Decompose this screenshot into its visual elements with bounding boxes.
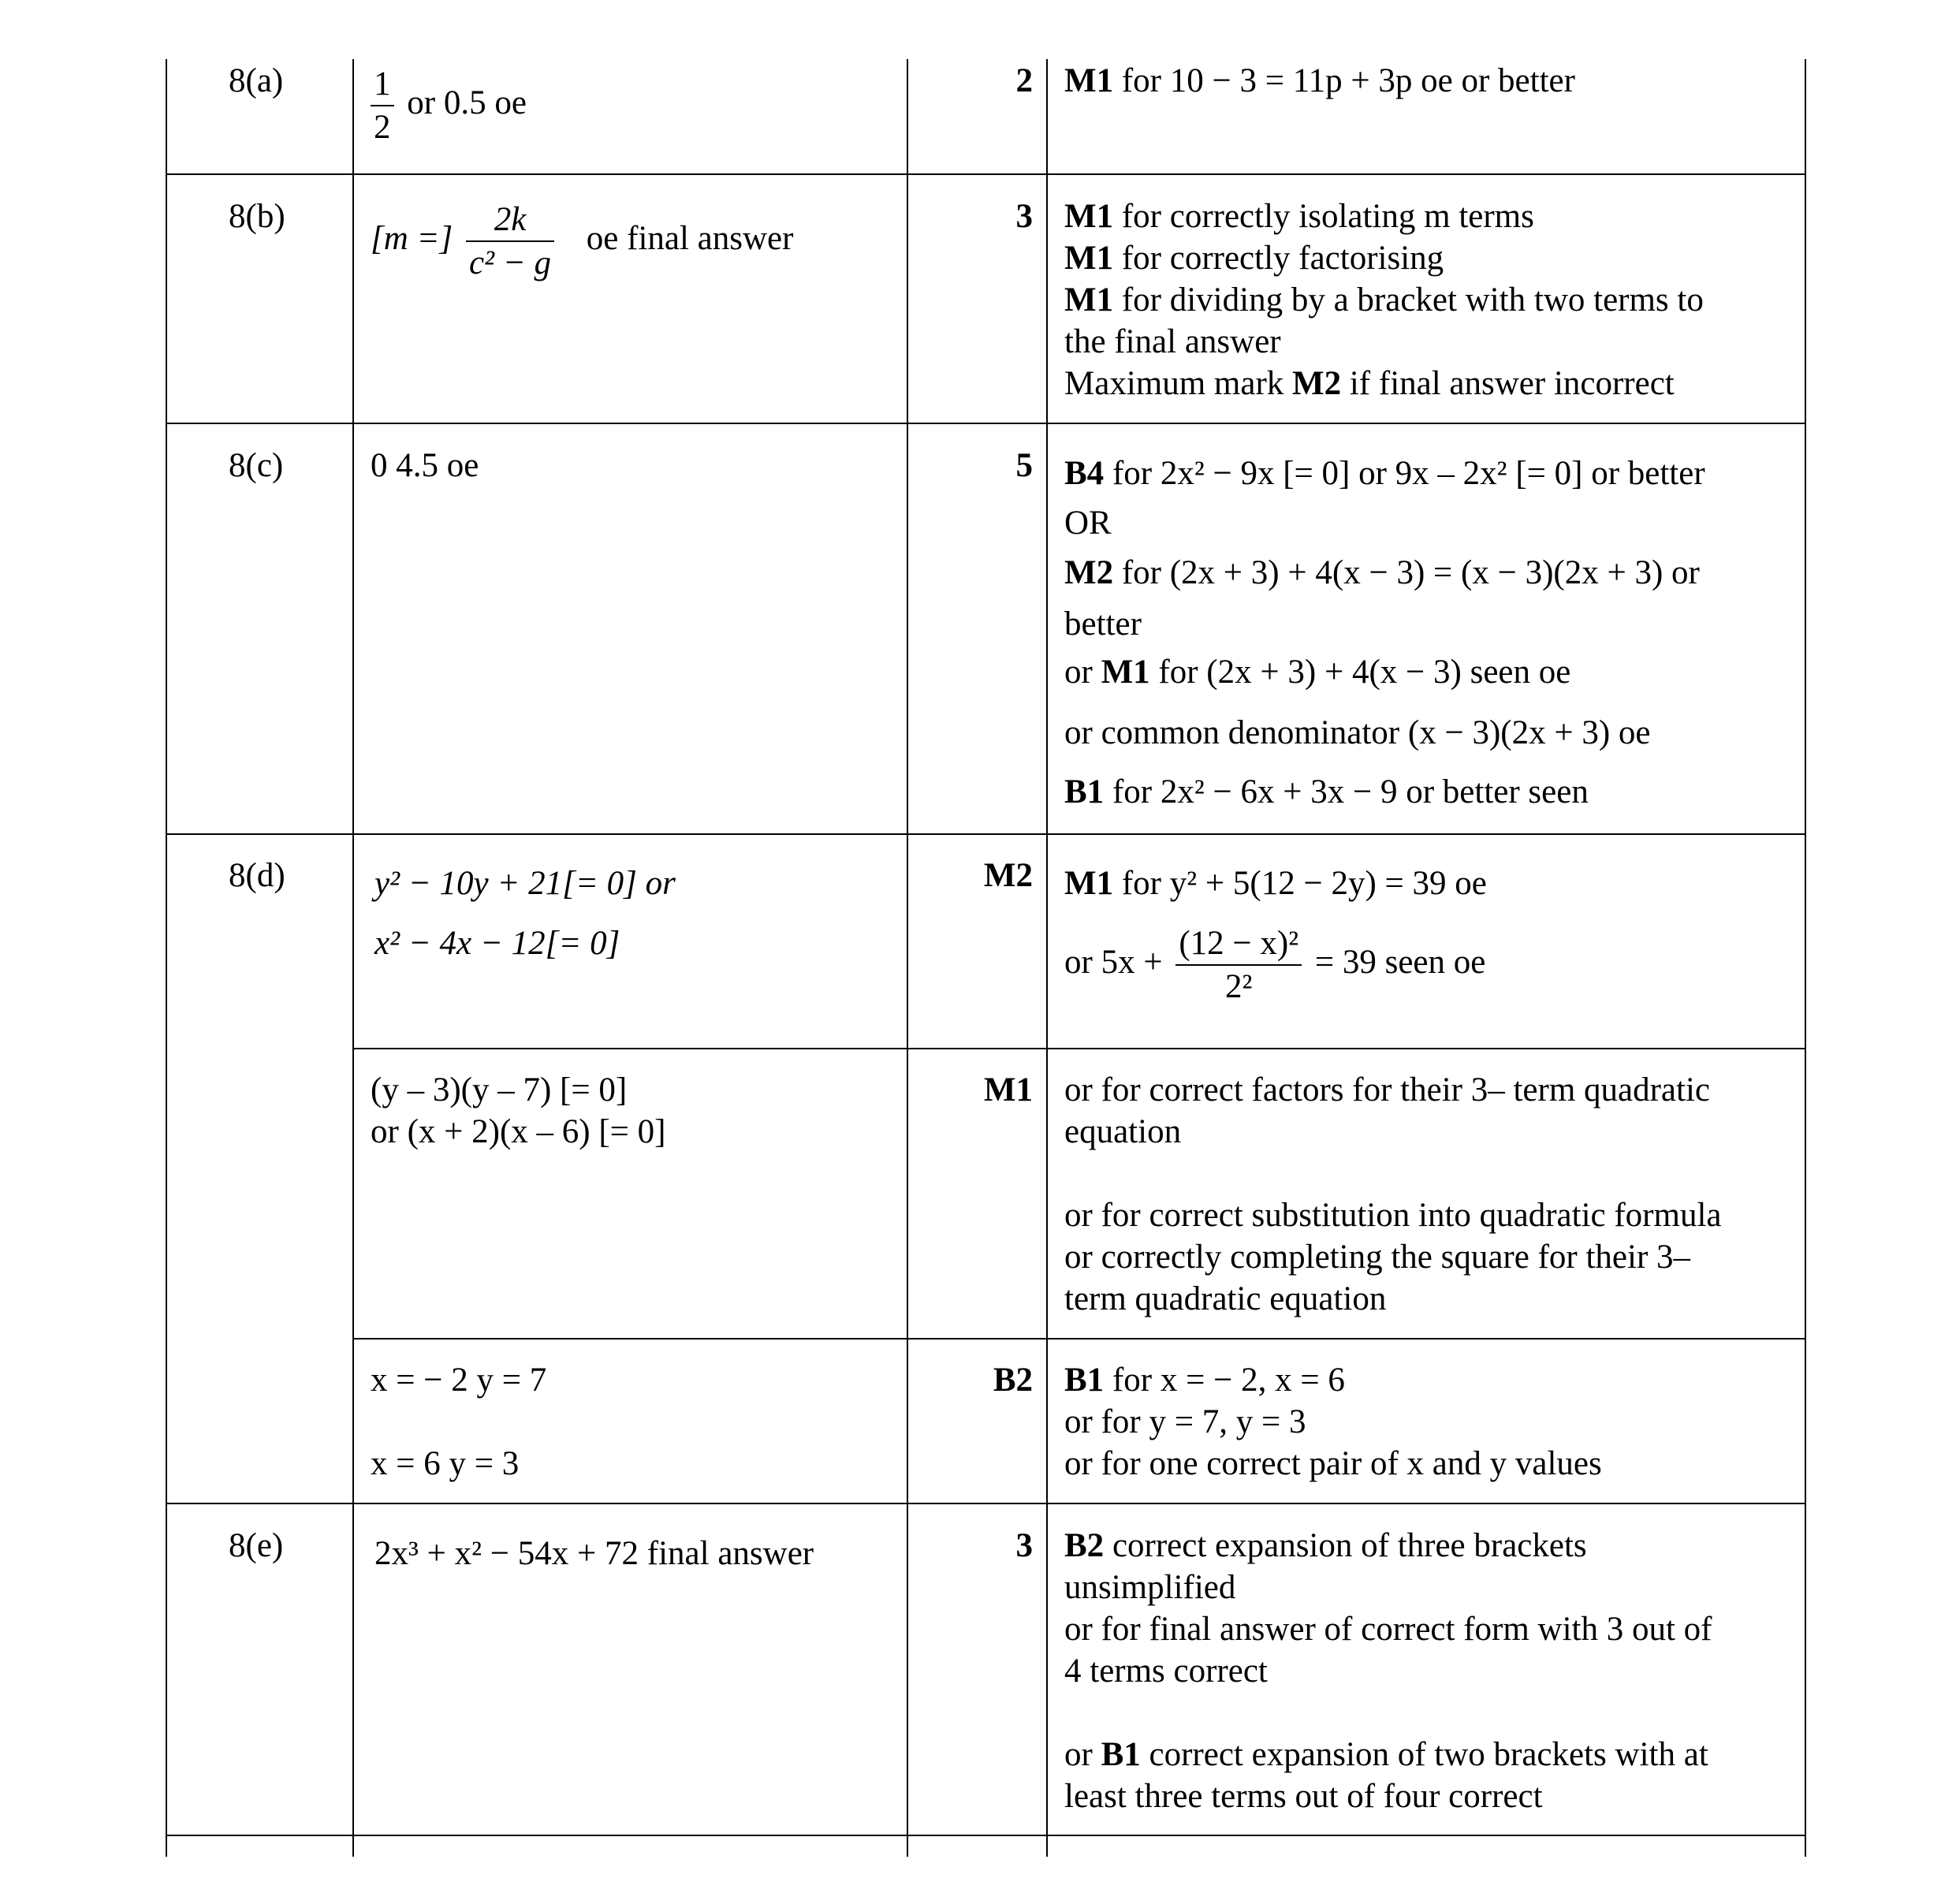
mark-value: 3 (1015, 1527, 1033, 1564)
column-divider-marks (907, 59, 908, 1857)
guidance-line: 4 terms correct (1064, 1652, 1268, 1690)
fraction (1175, 922, 1302, 1008)
guidance-line: Maximum mark M2 if final answer incorrect (1064, 365, 1675, 402)
guidance-line: B2 correct expansion of three brackets (1064, 1527, 1587, 1564)
guidance-line: term quadratic equation (1064, 1280, 1387, 1317)
answer-cell (371, 199, 793, 284)
answer-cell: 0 4.5 oe (371, 447, 479, 484)
answer-line: x = 6 y = 3 (371, 1445, 520, 1482)
guidance-line: or common denominator (x − 3)(2x + 3) oe (1064, 714, 1651, 751)
fraction-denominator: c² − g (466, 240, 554, 284)
column-divider-notes (1046, 59, 1048, 1857)
row-divider (166, 1835, 1806, 1836)
answer-text: oe final answer (586, 219, 794, 257)
guidance-line: unsimplified (1064, 1569, 1236, 1606)
guidance-line: M1 for correctly factorising (1064, 240, 1444, 277)
question-part-label: 8(e) (229, 1527, 284, 1564)
table-border-right (1805, 59, 1806, 1857)
guidance-line: B1 for 2x² − 6x + 3x − 9 or better seen (1064, 773, 1589, 810)
fraction-denominator: 2² (1175, 964, 1302, 1008)
answer-cell (371, 63, 527, 148)
answer-prefix: [m =] (371, 219, 453, 257)
guidance-line: M1 for 10 − 3 = 11p + 3p oe or better (1064, 62, 1575, 99)
mark-value: 3 (1015, 198, 1033, 235)
answer-line: or (x + 2)(x – 6) [= 0] (371, 1113, 666, 1150)
guidance-line: or for correct substitution into quadratic formula (1064, 1197, 1722, 1234)
guidance-line: least three terms out of four correct (1064, 1778, 1543, 1815)
row-divider (166, 173, 1806, 175)
guidance-line: better (1064, 605, 1142, 643)
mark-value: M1 (983, 1071, 1033, 1108)
question-part-label: 8(b) (229, 198, 285, 235)
guidance-line: or for y = 7, y = 3 (1064, 1403, 1306, 1440)
guidance-line: or B1 correct expansion of two brackets with at (1064, 1736, 1708, 1773)
question-part-label: 8(c) (229, 447, 284, 484)
guidance-line: or for correct factors for their 3– term quadratic (1064, 1071, 1710, 1108)
answer-line: y² − 10y + 21[= 0] or (374, 865, 676, 902)
mark-value: M2 (983, 857, 1033, 894)
mark-value: 5 (1015, 447, 1033, 484)
guidance-line: the final answer (1064, 323, 1281, 360)
guidance-line: OR (1064, 505, 1112, 542)
fraction-numerator: (12 − x)² (1179, 925, 1299, 962)
mark-value: B2 (993, 1362, 1033, 1399)
guidance-line: equation (1064, 1113, 1182, 1150)
answer-line: x² − 4x − 12[= 0] (374, 925, 620, 962)
row-divider (166, 423, 1806, 424)
fraction-numerator: 1 (374, 65, 391, 102)
answer-line: x = − 2 y = 7 (371, 1362, 547, 1399)
column-divider-answer (352, 59, 354, 1857)
row-divider (166, 1503, 1806, 1504)
guidance-line: M1 for correctly isolating m terms (1064, 198, 1534, 235)
question-part-label: 8(d) (229, 857, 285, 894)
guidance-line: M1 for y² + 5(12 − 2y) = 39 oe (1064, 865, 1487, 902)
guidance-line: B1 for x = − 2, x = 6 (1064, 1362, 1345, 1399)
table-border-left (166, 59, 167, 1857)
answer-line: (y – 3)(y – 7) [= 0] (371, 1071, 628, 1108)
guidance-line: M2 for (2x + 3) + 4(x − 3) = (x − 3)(2x + 3) or (1064, 554, 1700, 591)
question-part-label: 8(a) (229, 62, 284, 99)
fraction (466, 199, 554, 284)
answer-cell: 2x³ + x² − 54x + 72 final answer (374, 1535, 814, 1572)
sub-row-divider (352, 1338, 1806, 1340)
fraction-denominator: 2 (371, 105, 394, 148)
sub-row-divider (352, 1048, 1806, 1049)
answer-text: or 0.5 oe (407, 84, 527, 121)
guidance-line: or 5x + $\frac{\text{(12 − x)²}}{\text{2²}}$ = 39 seen oe (1064, 922, 1485, 1008)
guidance-line: B4 for 2x² − 9x [= 0] or 9x – 2x² [= 0] or better (1064, 455, 1705, 492)
fraction (371, 63, 394, 148)
guidance-line: or for final answer of correct form with 3 out of (1064, 1611, 1712, 1648)
fraction-numerator: 2k (494, 201, 527, 238)
mark-value: 2 (1015, 62, 1033, 99)
guidance-line: or for one correct pair of x and y values (1064, 1445, 1602, 1482)
row-divider (166, 833, 1806, 835)
guidance-line: M1 for dividing by a bracket with two terms to (1064, 281, 1704, 319)
guidance-line: or M1 for (2x + 3) + 4(x − 3) seen oe (1064, 654, 1571, 691)
guidance-line: or correctly completing the square for their 3– (1064, 1239, 1691, 1276)
